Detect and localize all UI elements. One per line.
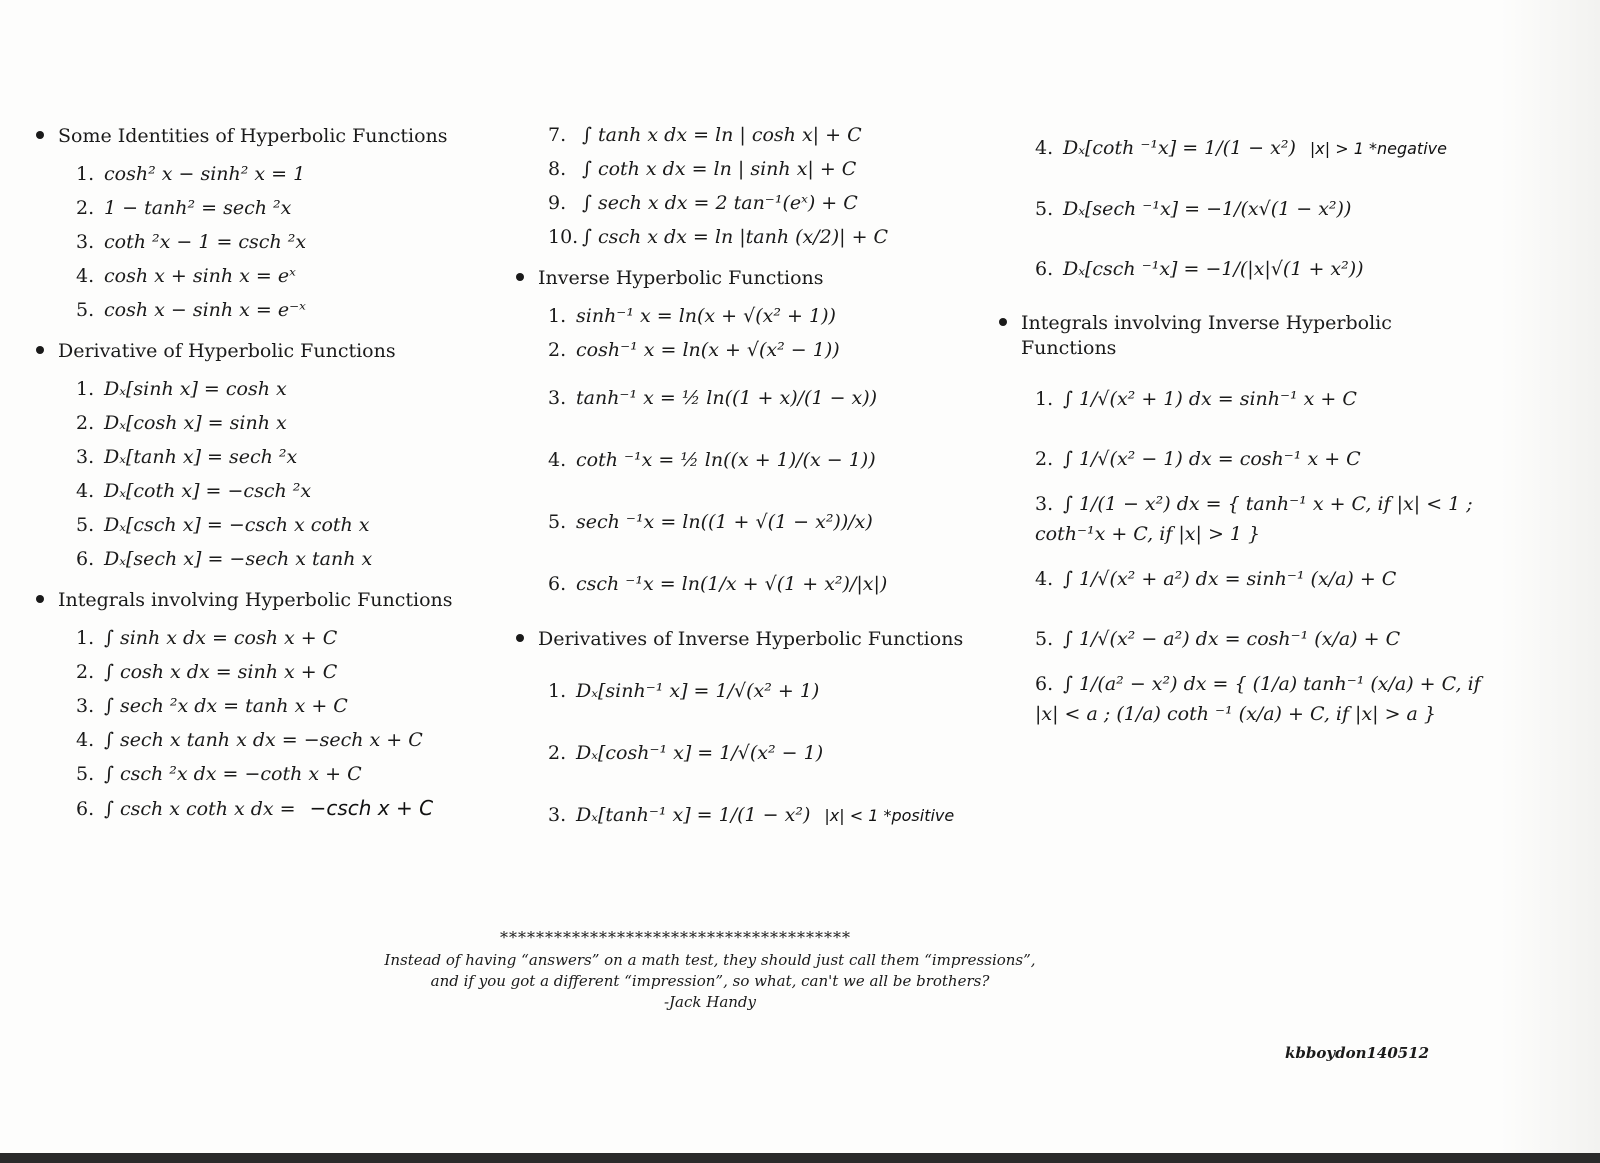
scan-bottom-edge [0,1153,1600,1163]
list-item: 4. cosh x + sinh x = eˣ [76,265,296,287]
list-item: 3. Dₓ[tanh⁻¹ x] = 1/(1 − x²) |x| < 1 *positive [548,804,955,826]
identities-list [32,157,502,327]
list-item: 6. Dₓ[sech x] = −sech x tanh x [76,548,373,570]
list-item: 6. ∫ 1/(a² − x²) dx = { (1/a) tanh⁻¹ (x/a) + C, if |x| < a ; (1/a) coth ⁻¹ (x/a) + C, if |x| > a } [1035,673,1481,725]
list-item: 9. ∫ sech x dx = 2 tan⁻¹(eˣ) + C [548,192,858,214]
list-item: 5. Dₓ[sech ⁻¹x] = −1/(x√(1 − x²)) [1035,198,1352,220]
column-1 [32,118,502,838]
integrals-list [32,621,502,826]
bullet-icon [36,131,44,139]
list-item: 2. Dₓ[cosh x] = sinh x [76,412,287,434]
list-item: 1. cosh² x − sinh² x = 1 [76,163,306,185]
list-item: 1. Dₓ[sinh x] = cosh x [76,378,287,400]
bullet-icon [36,346,44,354]
list-item: 1. sinh⁻¹ x = ln(x + √(x² + 1)) [548,305,836,327]
signature: kbboydon140512 [1285,1044,1430,1062]
list-item: 5. ∫ 1/√(x² − a²) dx = cosh⁻¹ (x/a) + C [1035,628,1401,650]
list-item: 5. sech ⁻¹x = ln((1 + √(1 − x²))/x) [548,511,873,533]
list-item: 10. ∫ csch x dx = ln |tanh (x/2)| + C [548,226,889,248]
section-heading-inverse-derivatives: Derivatives of Inverse Hyperbolic Functions [512,627,1032,652]
list-item: 2. Dₓ[cosh⁻¹ x] = 1/√(x² − 1) [548,742,824,764]
list-item: 4. coth ⁻¹x = ½ ln((x + 1)/(x − 1)) [548,449,876,471]
list-item: 3. coth ²x − 1 = csch ²x [76,231,307,253]
inverse-integrals-list [1035,369,1495,729]
list-item: 1. ∫ 1/√(x² + 1) dx = sinh⁻¹ x + C [1035,388,1357,410]
list-item: 5. ∫ csch ²x dx = −coth x + C [76,763,362,785]
handwritten-note: |x| < 1 *positive [824,806,955,825]
bullet-icon [36,595,44,603]
footer-quote: Instead of having “answers” on a math test, they should just call them “impressions”, and if you got a different “impression”, so what, can't we all be brothers? -Jack Handy [384,951,1036,1011]
handwritten-answer: −csch x + C [309,796,434,820]
list-item: 6. csch ⁻¹x = ln(1/x + √(1 + x²)/|x|) [548,573,888,595]
list-item: 4. ∫ sech x tanh x dx = −sech x + C [76,729,423,751]
list-item: 3. tanh⁻¹ x = ½ ln((1 + x)/(1 − x)) [548,387,878,409]
list-item: 3. ∫ sech ²x dx = tanh x + C [76,695,348,717]
section-heading-inverse-integrals: Integrals involving Inverse Hyperbolic Functions [995,311,1435,361]
inverse-derivatives-continued-list [1035,118,1495,299]
bullet-icon [999,318,1007,326]
list-item: 6. Dₓ[csch ⁻¹x] = −1/(|x|√(1 + x²)) [1035,258,1364,280]
list-item: 2. ∫ 1/√(x² − 1) dx = cosh⁻¹ x + C [1035,448,1361,470]
list-item: 8. ∫ coth x dx = ln | sinh x| + C [548,158,857,180]
section-heading-inverse: Inverse Hyperbolic Functions [512,266,1032,291]
section-heading-derivatives: Derivative of Hyperbolic Functions [32,339,502,364]
list-item: 5. cosh x − sinh x = e⁻ˣ [76,299,306,321]
handwritten-note: |x| > 1 *negative [1309,139,1447,158]
list-item: 2. ∫ cosh x dx = sinh x + C [76,661,338,683]
bullet-icon [516,273,524,281]
page-edge-shadow [1500,0,1600,1163]
list-item: 1. ∫ sinh x dx = cosh x + C [76,627,338,649]
bullet-icon [516,634,524,642]
column-2 [512,118,1032,859]
derivatives-list [32,372,502,576]
list-item: 2. cosh⁻¹ x = ln(x + √(x² − 1)) [548,339,840,361]
list-item: 3. Dₓ[tanh x] = sech ²x [76,446,298,468]
section-heading-identities: Some Identities of Hyperbolic Functions [32,124,502,149]
list-item: 4. Dₓ[coth x] = −csch ²x [76,480,312,502]
list-item: 2. 1 − tanh² = sech ²x [76,197,292,219]
column-3 [1021,118,1495,741]
list-item: 4. ∫ 1/√(x² + a²) dx = sinh⁻¹ (x/a) + C [1035,568,1397,590]
list-item: 5. Dₓ[csch x] = −csch x coth x [76,514,370,536]
list-item: 7. ∫ tanh x dx = ln | cosh x| + C [548,124,862,146]
inverse-list [512,299,1032,615]
list-item: 6. ∫ csch x coth x dx = −csch x + C [76,796,434,820]
inverse-derivatives-list [512,660,1032,847]
separator-stars: *************************************** [500,928,851,947]
list-item: 1. Dₓ[sinh⁻¹ x] = 1/√(x² + 1) [548,680,820,702]
section-heading-integrals: Integrals involving Hyperbolic Functions [32,588,502,613]
list-item: 3. ∫ 1/(1 − x²) dx = { tanh⁻¹ x + C, if |x| < 1 ; coth⁻¹x + C, if |x| > 1 } [1035,493,1473,545]
integrals-continued-list [512,118,1032,254]
list-item: 4. Dₓ[coth ⁻¹x] = 1/(1 − x²) |x| > 1 *negative [1035,137,1447,159]
